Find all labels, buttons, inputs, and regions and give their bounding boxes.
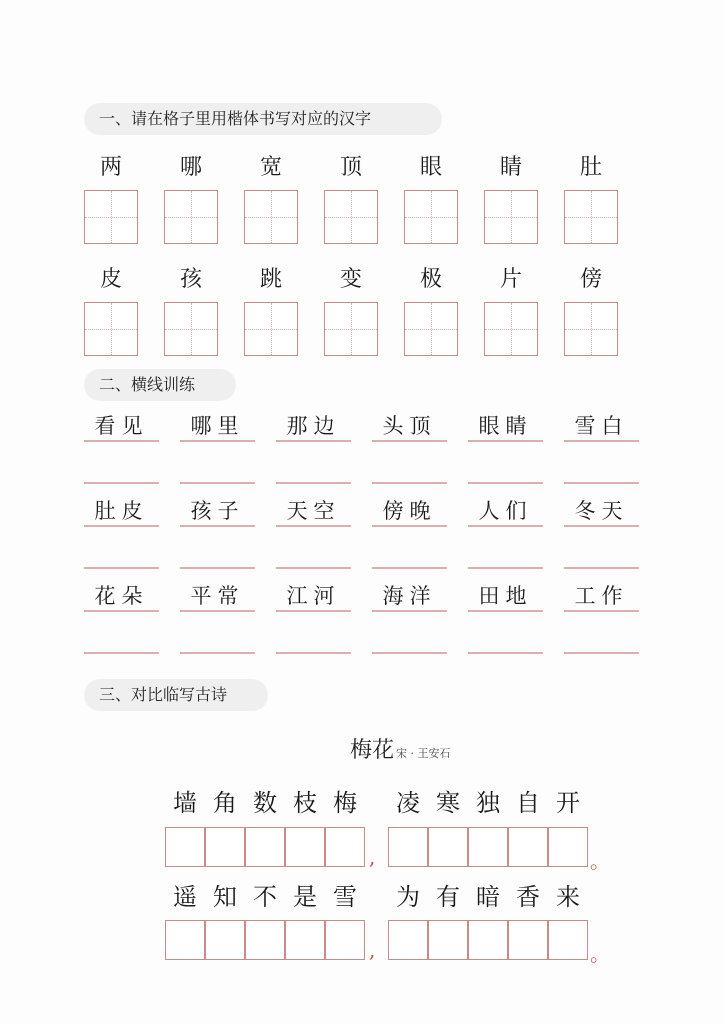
tianzi-writing-box[interactable] <box>564 190 618 244</box>
tianzi-writing-box[interactable] <box>244 190 298 244</box>
model-word: 工作 <box>574 584 629 608</box>
model-word: 眼睛 <box>478 414 533 438</box>
poem-character: 暗 <box>476 883 500 911</box>
model-underline <box>564 525 639 527</box>
tianzi-writing-box[interactable] <box>404 302 458 356</box>
model-character: 极 <box>419 267 442 292</box>
poem-heading <box>350 733 451 764</box>
poem-character: 开 <box>556 789 580 817</box>
poem-writing-box[interactable] <box>165 920 205 960</box>
model-underline <box>276 440 351 442</box>
writing-line[interactable] <box>84 482 159 484</box>
model-underline <box>372 525 447 527</box>
writing-line[interactable] <box>372 652 447 654</box>
poem-character: 数 <box>253 789 277 817</box>
model-underline <box>84 610 159 612</box>
writing-line[interactable] <box>564 567 639 569</box>
poem-character: 寒 <box>436 789 460 817</box>
model-character: 眼 <box>419 155 442 180</box>
tianzi-writing-box[interactable] <box>324 190 378 244</box>
writing-line[interactable] <box>276 482 351 484</box>
poem-character: 枝 <box>293 789 317 817</box>
poem-writing-box[interactable] <box>165 827 205 867</box>
poem-writing-box[interactable] <box>245 827 285 867</box>
model-underline <box>372 440 447 442</box>
model-underline <box>468 610 543 612</box>
model-word: 雪白 <box>574 414 629 438</box>
model-word: 海洋 <box>382 584 437 608</box>
poem-character: 梅 <box>333 789 357 817</box>
model-underline <box>564 610 639 612</box>
tianzi-writing-box[interactable] <box>84 190 138 244</box>
writing-line[interactable] <box>468 652 543 654</box>
poem-character: 遥 <box>173 883 197 911</box>
poem-writing-box[interactable] <box>325 827 365 867</box>
model-underline <box>180 440 255 442</box>
tianzi-writing-box[interactable] <box>164 302 218 356</box>
poem-character: 雪 <box>333 883 357 911</box>
model-underline <box>84 525 159 527</box>
comma-mark: , <box>369 845 376 869</box>
writing-line[interactable] <box>468 482 543 484</box>
poem-character: 来 <box>556 883 580 911</box>
model-word: 花朵 <box>94 584 149 608</box>
writing-line[interactable] <box>84 567 159 569</box>
model-underline <box>180 610 255 612</box>
writing-line[interactable] <box>180 482 255 484</box>
poem-character: 为 <box>396 883 420 911</box>
period-mark: 。 <box>590 849 610 873</box>
poem-character: 知 <box>213 883 237 911</box>
section-3-title: 三、对比临写古诗 <box>99 685 228 704</box>
model-character: 傍 <box>579 267 602 292</box>
poem-title: 梅花 <box>350 738 395 763</box>
section-2-heading <box>84 369 236 401</box>
model-word: 平常 <box>190 584 245 608</box>
poem-character: 独 <box>476 789 500 817</box>
poem-writing-box[interactable] <box>548 920 588 960</box>
model-character: 跳 <box>259 267 282 292</box>
poem-character: 不 <box>253 883 277 911</box>
poem-character: 凌 <box>396 789 420 817</box>
model-character: 皮 <box>99 267 122 292</box>
model-underline <box>84 440 159 442</box>
model-underline <box>468 525 543 527</box>
model-word: 肚皮 <box>94 499 149 523</box>
poem-character: 自 <box>516 789 540 817</box>
poem-writing-box[interactable] <box>388 827 428 867</box>
model-word: 那边 <box>286 414 341 438</box>
writing-line[interactable] <box>84 652 159 654</box>
poem-writing-box[interactable] <box>205 827 245 867</box>
poem-character: 是 <box>293 883 317 911</box>
poem-writing-box[interactable] <box>428 920 468 960</box>
period-mark: 。 <box>590 942 610 966</box>
model-word: 天空 <box>286 499 341 523</box>
poem-writing-box[interactable] <box>388 920 428 960</box>
model-word: 江河 <box>286 584 341 608</box>
tianzi-writing-box[interactable] <box>244 302 298 356</box>
poem-writing-box[interactable] <box>285 920 325 960</box>
model-underline <box>276 525 351 527</box>
model-word: 头顶 <box>382 414 437 438</box>
writing-line[interactable] <box>276 567 351 569</box>
model-underline <box>468 440 543 442</box>
comma-mark: , <box>369 938 376 962</box>
model-character: 睛 <box>499 155 522 180</box>
section-1-heading <box>84 103 442 135</box>
poem-author: 宋 · 王安石 <box>396 747 451 760</box>
writing-line[interactable] <box>468 567 543 569</box>
poem-character: 角 <box>213 789 237 817</box>
model-word: 人们 <box>478 499 533 523</box>
poem-character: 香 <box>516 883 540 911</box>
writing-line[interactable] <box>372 482 447 484</box>
poem-writing-box[interactable] <box>508 920 548 960</box>
model-underline <box>564 440 639 442</box>
poem-writing-box[interactable] <box>205 920 245 960</box>
poem-character: 墙 <box>173 789 197 817</box>
section-2-title: 二、横线训练 <box>99 375 196 394</box>
writing-line[interactable] <box>564 482 639 484</box>
poem-writing-box[interactable] <box>428 827 468 867</box>
writing-line[interactable] <box>276 652 351 654</box>
model-word: 田地 <box>478 584 533 608</box>
poem-writing-box[interactable] <box>508 827 548 867</box>
writing-line[interactable] <box>564 652 639 654</box>
model-character: 孩 <box>179 267 202 292</box>
model-word: 傍晚 <box>382 499 437 523</box>
writing-line[interactable] <box>180 652 255 654</box>
poem-writing-box[interactable] <box>468 827 508 867</box>
poem-character: 有 <box>436 883 460 911</box>
poem-writing-box[interactable] <box>468 920 508 960</box>
model-word: 冬天 <box>574 499 629 523</box>
model-character: 变 <box>339 267 362 292</box>
model-character: 宽 <box>259 155 282 180</box>
model-underline <box>180 525 255 527</box>
poem-writing-box[interactable] <box>548 827 588 867</box>
poem-writing-box[interactable] <box>325 920 365 960</box>
tianzi-writing-box[interactable] <box>484 302 538 356</box>
model-character: 肚 <box>579 155 602 180</box>
writing-line[interactable] <box>180 567 255 569</box>
model-underline <box>372 610 447 612</box>
model-word: 看见 <box>94 414 149 438</box>
tianzi-writing-box[interactable] <box>404 190 458 244</box>
section-3-heading <box>84 679 268 711</box>
tianzi-writing-box[interactable] <box>84 302 138 356</box>
poem-writing-box[interactable] <box>285 827 325 867</box>
tianzi-writing-box[interactable] <box>324 302 378 356</box>
model-character: 哪 <box>179 155 202 180</box>
writing-line[interactable] <box>372 567 447 569</box>
model-word: 孩子 <box>190 499 245 523</box>
tianzi-writing-box[interactable] <box>164 190 218 244</box>
poem-writing-box[interactable] <box>245 920 285 960</box>
model-underline <box>276 610 351 612</box>
tianzi-writing-box[interactable] <box>564 302 618 356</box>
model-character: 片 <box>499 267 522 292</box>
model-word: 哪里 <box>190 414 245 438</box>
tianzi-writing-box[interactable] <box>484 190 538 244</box>
model-character: 顶 <box>339 155 362 180</box>
model-character: 两 <box>99 155 122 180</box>
section-1-title: 一、请在格子里用楷体书写对应的汉字 <box>99 109 372 128</box>
